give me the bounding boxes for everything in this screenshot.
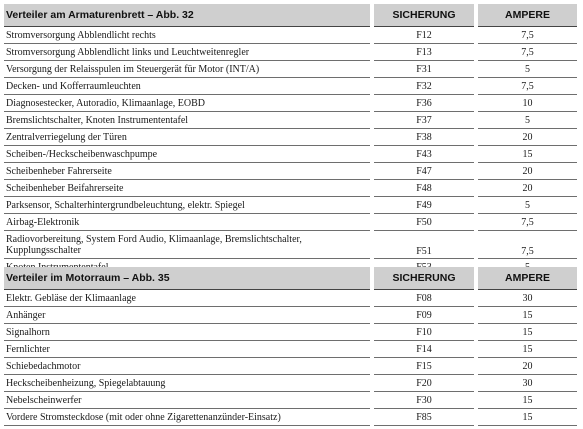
fuse-description: Versorgung der Relaisspulen im Steuergerät für Motor (INT/A) bbox=[4, 61, 372, 78]
fuse-id: F85 bbox=[372, 409, 476, 426]
table-row bbox=[4, 163, 577, 180]
table-row bbox=[4, 358, 577, 375]
fuse-id: F51 bbox=[372, 231, 476, 259]
table-row bbox=[4, 231, 577, 259]
fuse-ampere: 7,5 bbox=[476, 44, 577, 61]
fuse-description: Vordere Stromsteckdose (mit oder ohne Zigarettenanzünder-Einsatz) bbox=[4, 409, 372, 426]
table-row bbox=[4, 307, 577, 324]
fuse-ampere: 30 bbox=[476, 290, 577, 307]
fuse-id: F09 bbox=[372, 307, 476, 324]
fuse-description: Bremslichtschalter, Knoten Instrumententafel bbox=[4, 112, 372, 129]
fuse-id: F08 bbox=[372, 290, 476, 307]
table-row bbox=[4, 290, 577, 307]
fuse-description: Elektr. Gebläse der Klimaanlage bbox=[4, 290, 372, 307]
fuse-id: F36 bbox=[372, 95, 476, 112]
fuse-description: Anhänger bbox=[4, 307, 372, 324]
fuse-id: F13 bbox=[372, 44, 476, 61]
table-row bbox=[4, 324, 577, 341]
fuse-id: F49 bbox=[372, 197, 476, 214]
fuse-id: F50 bbox=[372, 214, 476, 231]
table-header-row bbox=[4, 4, 577, 27]
table-row bbox=[4, 180, 577, 197]
table-row bbox=[4, 392, 577, 409]
fuse-id: F37 bbox=[372, 112, 476, 129]
fuse-id: F10 bbox=[372, 324, 476, 341]
fuse-description: Schiebedachmotor bbox=[4, 358, 372, 375]
fuse-description: Scheibenheber Fahrerseite bbox=[4, 163, 372, 180]
fuse-ampere: 7,5 bbox=[476, 231, 577, 259]
table-row bbox=[4, 95, 577, 112]
fuse-id: F32 bbox=[372, 78, 476, 95]
fuse-id: F38 bbox=[372, 129, 476, 146]
fuse-id: F48 bbox=[372, 180, 476, 197]
fuse-ampere: 30 bbox=[476, 375, 577, 392]
fuse-id: F47 bbox=[372, 163, 476, 180]
table-header-row bbox=[4, 267, 577, 290]
fuse-description: Heckscheibenheizung, Spiegelabtauung bbox=[4, 375, 372, 392]
table-row bbox=[4, 409, 577, 426]
table-row bbox=[4, 78, 577, 95]
table-row bbox=[4, 61, 577, 78]
engine-bay-fuse-table bbox=[4, 267, 577, 426]
table-row bbox=[4, 214, 577, 231]
fuse-id: F14 bbox=[372, 341, 476, 358]
fuse-description: Fernlichter bbox=[4, 341, 372, 358]
fuse-id: F15 bbox=[372, 358, 476, 375]
fuse-description: Zentralverriegelung der Türen bbox=[4, 129, 372, 146]
fuse-ampere: 7,5 bbox=[476, 27, 577, 44]
table-title: Verteiler am Armaturenbrett – Abb. 32 bbox=[4, 4, 372, 27]
fuse-ampere: 7,5 bbox=[476, 214, 577, 231]
fuse-ampere: 20 bbox=[476, 180, 577, 197]
fuse-ampere: 20 bbox=[476, 163, 577, 180]
column-header-ampere: AMPERE bbox=[476, 267, 577, 290]
fuse-ampere: 5 bbox=[476, 197, 577, 214]
fuse-description: Signalhorn bbox=[4, 324, 372, 341]
fuse-description: Radiovorbereitung, System Ford Audio, Klimaanlage, Bremslichtschalter, Kupplungsschalter bbox=[4, 231, 372, 259]
fuse-ampere: 15 bbox=[476, 409, 577, 426]
table-row bbox=[4, 375, 577, 392]
table-row bbox=[4, 146, 577, 163]
table-row bbox=[4, 197, 577, 214]
fuse-ampere: 15 bbox=[476, 146, 577, 163]
table-title: Verteiler im Motorraum – Abb. 35 bbox=[4, 267, 372, 290]
fuse-ampere: 15 bbox=[476, 392, 577, 409]
fuse-id: F31 bbox=[372, 61, 476, 78]
dashboard-fuse-table bbox=[4, 4, 577, 276]
fuse-ampere: 5 bbox=[476, 112, 577, 129]
column-header-fuse: SICHERUNG bbox=[372, 267, 476, 290]
table-row bbox=[4, 112, 577, 129]
fuse-ampere: 20 bbox=[476, 358, 577, 375]
fuse-id: F20 bbox=[372, 375, 476, 392]
fuse-description: Decken- und Kofferraumleuchten bbox=[4, 78, 372, 95]
fuse-ampere: 10 bbox=[476, 95, 577, 112]
table-row bbox=[4, 341, 577, 358]
fuse-id: F43 bbox=[372, 146, 476, 163]
fuse-ampere: 15 bbox=[476, 324, 577, 341]
fuse-description: Airbag-Elektronik bbox=[4, 214, 372, 231]
fuse-description: Scheibenheber Beifahrerseite bbox=[4, 180, 372, 197]
table-row bbox=[4, 27, 577, 44]
table-row bbox=[4, 129, 577, 146]
fuse-ampere: 5 bbox=[476, 61, 577, 78]
fuse-id: F30 bbox=[372, 392, 476, 409]
fuse-description: Parksensor, Schalterhintergrundbeleuchtung, elektr. Spiegel bbox=[4, 197, 372, 214]
fuse-description: Stromversorgung Abblendlicht links und Leuchtweitenregler bbox=[4, 44, 372, 61]
fuse-description: Scheiben-/Heckscheibenwaschpumpe bbox=[4, 146, 372, 163]
fuse-ampere: 20 bbox=[476, 129, 577, 146]
fuse-description: Stromversorgung Abblendlicht rechts bbox=[4, 27, 372, 44]
fuse-ampere: 15 bbox=[476, 341, 577, 358]
table-row bbox=[4, 44, 577, 61]
column-header-fuse: SICHERUNG bbox=[372, 4, 476, 27]
fuse-description: Diagnosestecker, Autoradio, Klimaanlage, EOBD bbox=[4, 95, 372, 112]
fuse-ampere: 7,5 bbox=[476, 78, 577, 95]
fuse-ampere: 15 bbox=[476, 307, 577, 324]
fuse-description: Nebelscheinwerfer bbox=[4, 392, 372, 409]
column-header-ampere: AMPERE bbox=[476, 4, 577, 27]
fuse-id: F12 bbox=[372, 27, 476, 44]
